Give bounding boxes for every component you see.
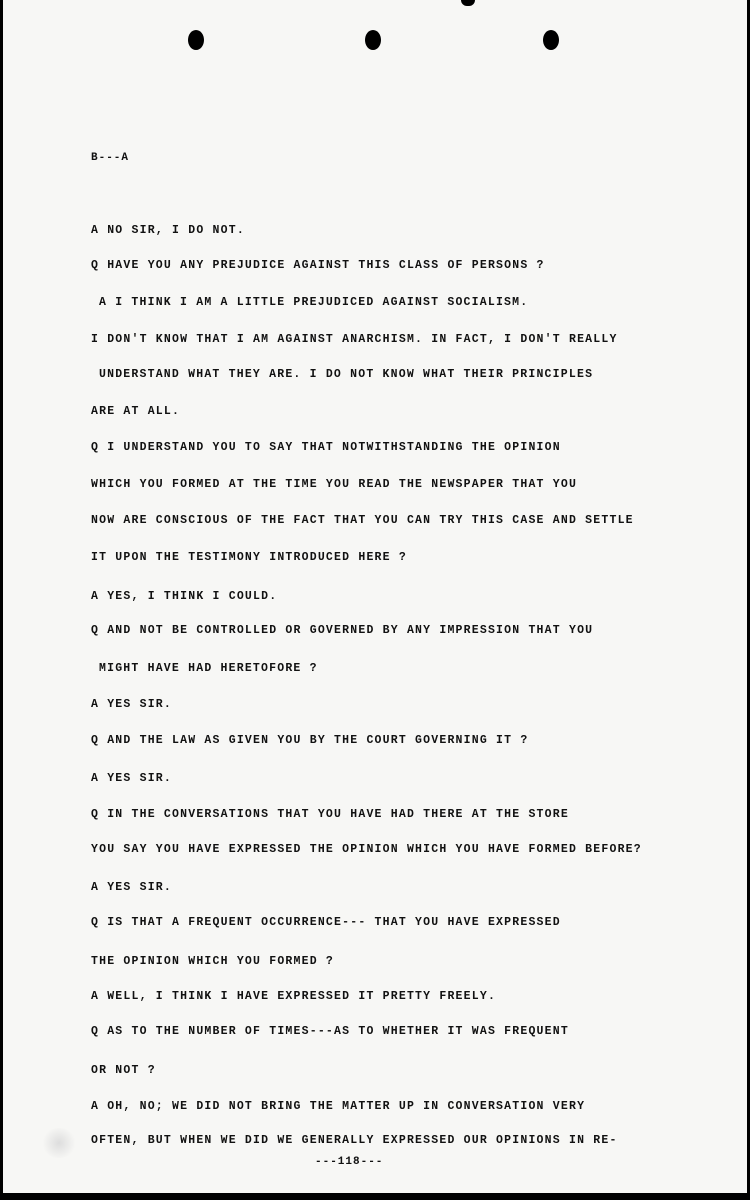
punch-hole-right	[543, 30, 559, 50]
staple-mark	[461, 0, 475, 6]
page-number: ---118---	[315, 1156, 384, 1168]
transcript-line-23: Q AS TO THE NUMBER OF TIMES---AS TO WHETHER IT WAS FREQUENT	[91, 1025, 569, 1038]
document-page	[3, 0, 747, 1193]
transcript-line-1: A NO SIR, I DO NOT.	[91, 224, 245, 237]
transcript-line-26: OFTEN, BUT WHEN WE DID WE GENERALLY EXPRESSED OUR OPINIONS IN RE-	[91, 1134, 618, 1147]
transcript-line-25: A OH, NO; WE DID NOT BRING THE MATTER UP IN CONVERSATION VERY	[91, 1100, 586, 1113]
transcript-line-21: THE OPINION WHICH YOU FORMED ?	[91, 955, 335, 968]
punch-hole-left	[188, 30, 204, 50]
transcript-line-11: A YES, I THINK I COULD.	[91, 590, 278, 603]
transcript-line-20: Q IS THAT A FREQUENT OCCURRENCE--- THAT YOU HAVE EXPRESSED	[91, 916, 561, 929]
transcript-line-13: MIGHT HAVE HAD HERETOFORE ?	[99, 662, 318, 675]
transcript-line-10: IT UPON THE TESTIMONY INTRODUCED HERE ?	[91, 551, 407, 564]
page-header: B---A	[91, 152, 130, 164]
transcript-line-9: NOW ARE CONSCIOUS OF THE FACT THAT YOU CAN TRY THIS CASE AND SETTLE	[91, 514, 634, 527]
transcript-line-6: ARE AT ALL.	[91, 405, 181, 418]
transcript-line-5: UNDERSTAND WHAT THEY ARE. I DO NOT KNOW WHAT THEIR PRINCIPLES	[99, 368, 594, 381]
transcript-line-7: Q I UNDERSTAND YOU TO SAY THAT NOTWITHSTANDING THE OPINION	[91, 441, 561, 454]
transcript-line-15: Q AND THE LAW AS GIVEN YOU BY THE COURT GOVERNING IT ?	[91, 734, 529, 747]
transcript-line-18: YOU SAY YOU HAVE EXPRESSED THE OPINION WHICH YOU HAVE FORMED BEFORE?	[91, 843, 642, 856]
transcript-line-4: I DON'T KNOW THAT I AM AGAINST ANARCHISM. IN FACT, I DON'T REALLY	[91, 333, 618, 346]
transcript-line-2: Q HAVE YOU ANY PREJUDICE AGAINST THIS CLASS OF PERSONS ?	[91, 259, 545, 272]
paper-smudge	[41, 1128, 77, 1158]
transcript-line-22: A WELL, I THINK I HAVE EXPRESSED IT PRETTY FREELY.	[91, 990, 497, 1003]
transcript-line-3: A I THINK I AM A LITTLE PREJUDICED AGAINST SOCIALISM.	[99, 296, 529, 309]
transcript-line-17: Q IN THE CONVERSATIONS THAT YOU HAVE HAD THERE AT THE STORE	[91, 808, 569, 821]
transcript-line-8: WHICH YOU FORMED AT THE TIME YOU READ THE NEWSPAPER THAT YOU	[91, 478, 578, 491]
punch-hole-center	[365, 30, 381, 50]
transcript-line-19: A YES SIR.	[91, 881, 173, 894]
transcript-line-16: A YES SIR.	[91, 772, 173, 785]
transcript-line-14: A YES SIR.	[91, 698, 173, 711]
transcript-line-12: Q AND NOT BE CONTROLLED OR GOVERNED BY ANY IMPRESSION THAT YOU	[91, 624, 594, 637]
transcript-line-24: OR NOT ?	[91, 1064, 156, 1077]
